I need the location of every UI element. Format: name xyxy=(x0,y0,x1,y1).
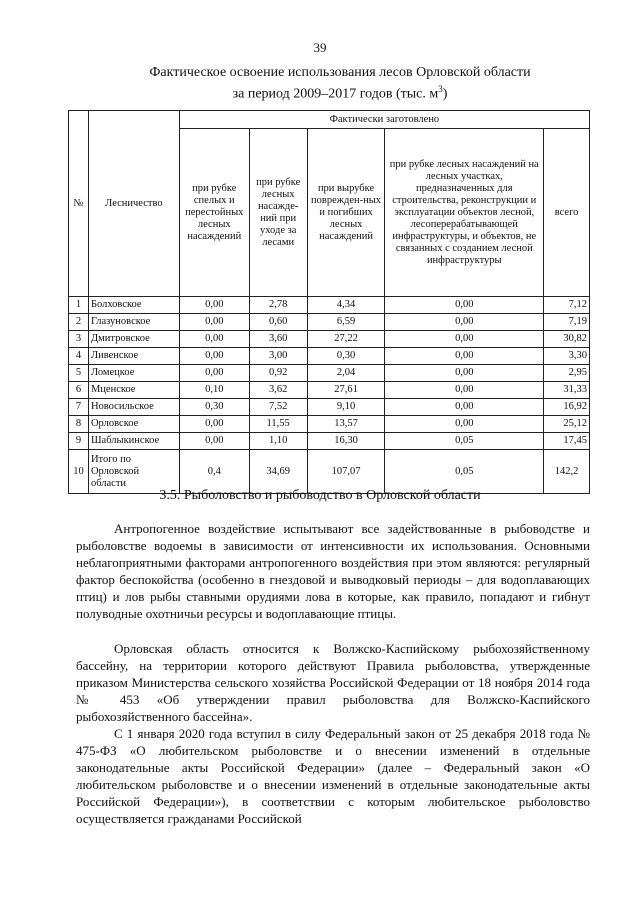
header-col-1: при рубке спелых и перестойных лесных насаждений xyxy=(179,129,249,297)
value-cell: 25,12 xyxy=(544,416,590,433)
value-cell: 0,60 xyxy=(249,314,307,331)
value-cell: 2,04 xyxy=(307,365,385,382)
value-cell: 17,45 xyxy=(544,433,590,450)
table-row xyxy=(69,399,590,416)
value-cell: 0,30 xyxy=(307,348,385,365)
paragraph-2: Орловская область относится к Волжско-Каспийскому рыбохозяйственному бассейну, на территории которого действуют Правила рыболовства, утвержденные приказом Министерства сельского хозяйства Российской Федерации от 18 ноября 2014 года № 453 «Об утверждении правил рыболовства для Волжско-Каспийского рыбохозяйственного бассейна». xyxy=(76,641,590,724)
value-cell: 0,92 xyxy=(249,365,307,382)
forestry-name: Болховское xyxy=(88,297,179,314)
header-col-2: при рубке лесных насажде-ний при уходе за лесами xyxy=(249,129,307,297)
value-cell: 0,05 xyxy=(385,450,544,494)
value-cell: 0,10 xyxy=(179,382,249,399)
forestry-name: Новосильское xyxy=(88,399,179,416)
row-number: 7 xyxy=(69,399,89,416)
value-cell: 0,00 xyxy=(385,348,544,365)
value-cell: 0,00 xyxy=(385,416,544,433)
value-cell: 4,34 xyxy=(307,297,385,314)
value-cell: 16,92 xyxy=(544,399,590,416)
value-cell: 7,19 xyxy=(544,314,590,331)
value-cell: 30,82 xyxy=(544,331,590,348)
value-cell: 2,78 xyxy=(249,297,307,314)
value-cell: 27,22 xyxy=(307,331,385,348)
row-number: 3 xyxy=(69,331,89,348)
value-cell: 3,60 xyxy=(249,331,307,348)
value-cell: 11,55 xyxy=(249,416,307,433)
row-number: 8 xyxy=(69,416,89,433)
row-number: 10 xyxy=(69,450,89,494)
value-cell: 142,2 xyxy=(544,450,590,494)
value-cell: 9,10 xyxy=(307,399,385,416)
paragraph-3: С 1 января 2020 года вступил в силу Федеральный закон от 25 декабря 2018 года № 475-ФЗ «О любительском рыболовстве и о внесении изменений в отдельные законодательные акты Российской Федерации» (далее – Федеральный закон «О любительском рыболовстве и о внесении изменений в отдельные законодательные акты Российской Федерации»), в соответствии с которым любительское рыболовство осуществляется гражданами Российской xyxy=(76,726,590,826)
row-number: 2 xyxy=(69,314,89,331)
forestry-name: Ливенское xyxy=(88,348,179,365)
forestry-name: Дмитровское xyxy=(88,331,179,348)
header-num: № xyxy=(69,111,89,297)
value-cell: 16,30 xyxy=(307,433,385,450)
row-number: 4 xyxy=(69,348,89,365)
forestry-name: Итого по Орловской области xyxy=(88,450,179,494)
title-line-1: Фактическое освоение использования лесов Орловской области xyxy=(149,65,531,80)
value-cell: 7,12 xyxy=(544,297,590,314)
value-cell: 107,07 xyxy=(307,450,385,494)
header-group: Фактически заготовлено xyxy=(179,111,589,129)
value-cell: 3,30 xyxy=(544,348,590,365)
row-number: 6 xyxy=(69,382,89,399)
value-cell: 6,59 xyxy=(307,314,385,331)
table-row xyxy=(69,416,590,433)
table-body xyxy=(69,297,590,494)
table-row xyxy=(69,382,590,399)
row-number: 9 xyxy=(69,433,89,450)
forestry-name: Шаблыкинское xyxy=(88,433,179,450)
value-cell: 3,62 xyxy=(249,382,307,399)
row-number: 1 xyxy=(69,297,89,314)
value-cell: 0,00 xyxy=(385,365,544,382)
page-number: 39 xyxy=(313,40,327,55)
forestry-name: Глазуновское xyxy=(88,314,179,331)
table-title xyxy=(60,64,620,103)
value-cell: 0,00 xyxy=(179,348,249,365)
table-total-row xyxy=(69,450,590,494)
forestry-name: Ломецкое xyxy=(88,365,179,382)
forestry-name: Орловское xyxy=(88,416,179,433)
value-cell: 31,33 xyxy=(544,382,590,399)
value-cell: 34,69 xyxy=(249,450,307,494)
value-cell: 0,00 xyxy=(179,297,249,314)
value-cell: 0,05 xyxy=(385,433,544,450)
value-cell: 3,00 xyxy=(249,348,307,365)
value-cell: 0,00 xyxy=(179,331,249,348)
value-cell: 0,00 xyxy=(179,314,249,331)
value-cell: 0,00 xyxy=(179,433,249,450)
harvest-table xyxy=(68,110,590,494)
table-row xyxy=(69,314,590,331)
value-cell: 0,4 xyxy=(179,450,249,494)
header-col-5: всего xyxy=(544,129,590,297)
header-col-3: при вырубке поврежден-ных и погибших лесных насаждений xyxy=(307,129,385,297)
table-row xyxy=(69,331,590,348)
value-cell: 0,00 xyxy=(385,314,544,331)
value-cell: 0,00 xyxy=(179,416,249,433)
value-cell: 2,95 xyxy=(544,365,590,382)
section-title: 3.5. Рыболовство и рыбоводство в Орловской области xyxy=(159,488,481,503)
table-row xyxy=(69,297,590,314)
title-line-2: за период 2009–2017 годов (тыс. $м^3$) xyxy=(232,84,448,102)
table-row xyxy=(69,433,590,450)
value-cell: 0,00 xyxy=(385,399,544,416)
value-cell: 0,00 xyxy=(179,365,249,382)
value-cell: 0,30 xyxy=(179,399,249,416)
header-forestry: Лесничество xyxy=(88,111,179,297)
value-cell: 1,10 xyxy=(249,433,307,450)
table-row xyxy=(69,365,590,382)
table-row xyxy=(69,348,590,365)
value-cell: 0,00 xyxy=(385,297,544,314)
paragraph-1: Антропогенное воздействие испытывают все задействованные в рыбоводстве и рыболовстве водоемы в зависимости от интенсивности их использования. Основными неблагоприятными факторами антропогенного воздействия при этом являются: регулярный фактор беспокойства (особенно в гнездовой и выводковый периоды – для водоплавающих птиц) и лов рыбы ставными орудиями лова в которые, как правило, попадают и гибнут полуводные охотничьи ресурсы и водоплавающие птицы. xyxy=(76,521,590,621)
value-cell: 7,52 xyxy=(249,399,307,416)
value-cell: 13,57 xyxy=(307,416,385,433)
header-col-4: при рубке лесных насаждений на лесных участках, предназначенных для строительства, реконструкции и эксплуатации объектов лесной, лесоперерабатывающей инфраструктуры, и объектов, не связанных с созданием лесной инфраструктуры xyxy=(385,129,544,297)
row-number: 5 xyxy=(69,365,89,382)
value-cell: 27,61 xyxy=(307,382,385,399)
value-cell: 0,00 xyxy=(385,382,544,399)
value-cell: 0,00 xyxy=(385,331,544,348)
forestry-name: Мценское xyxy=(88,382,179,399)
